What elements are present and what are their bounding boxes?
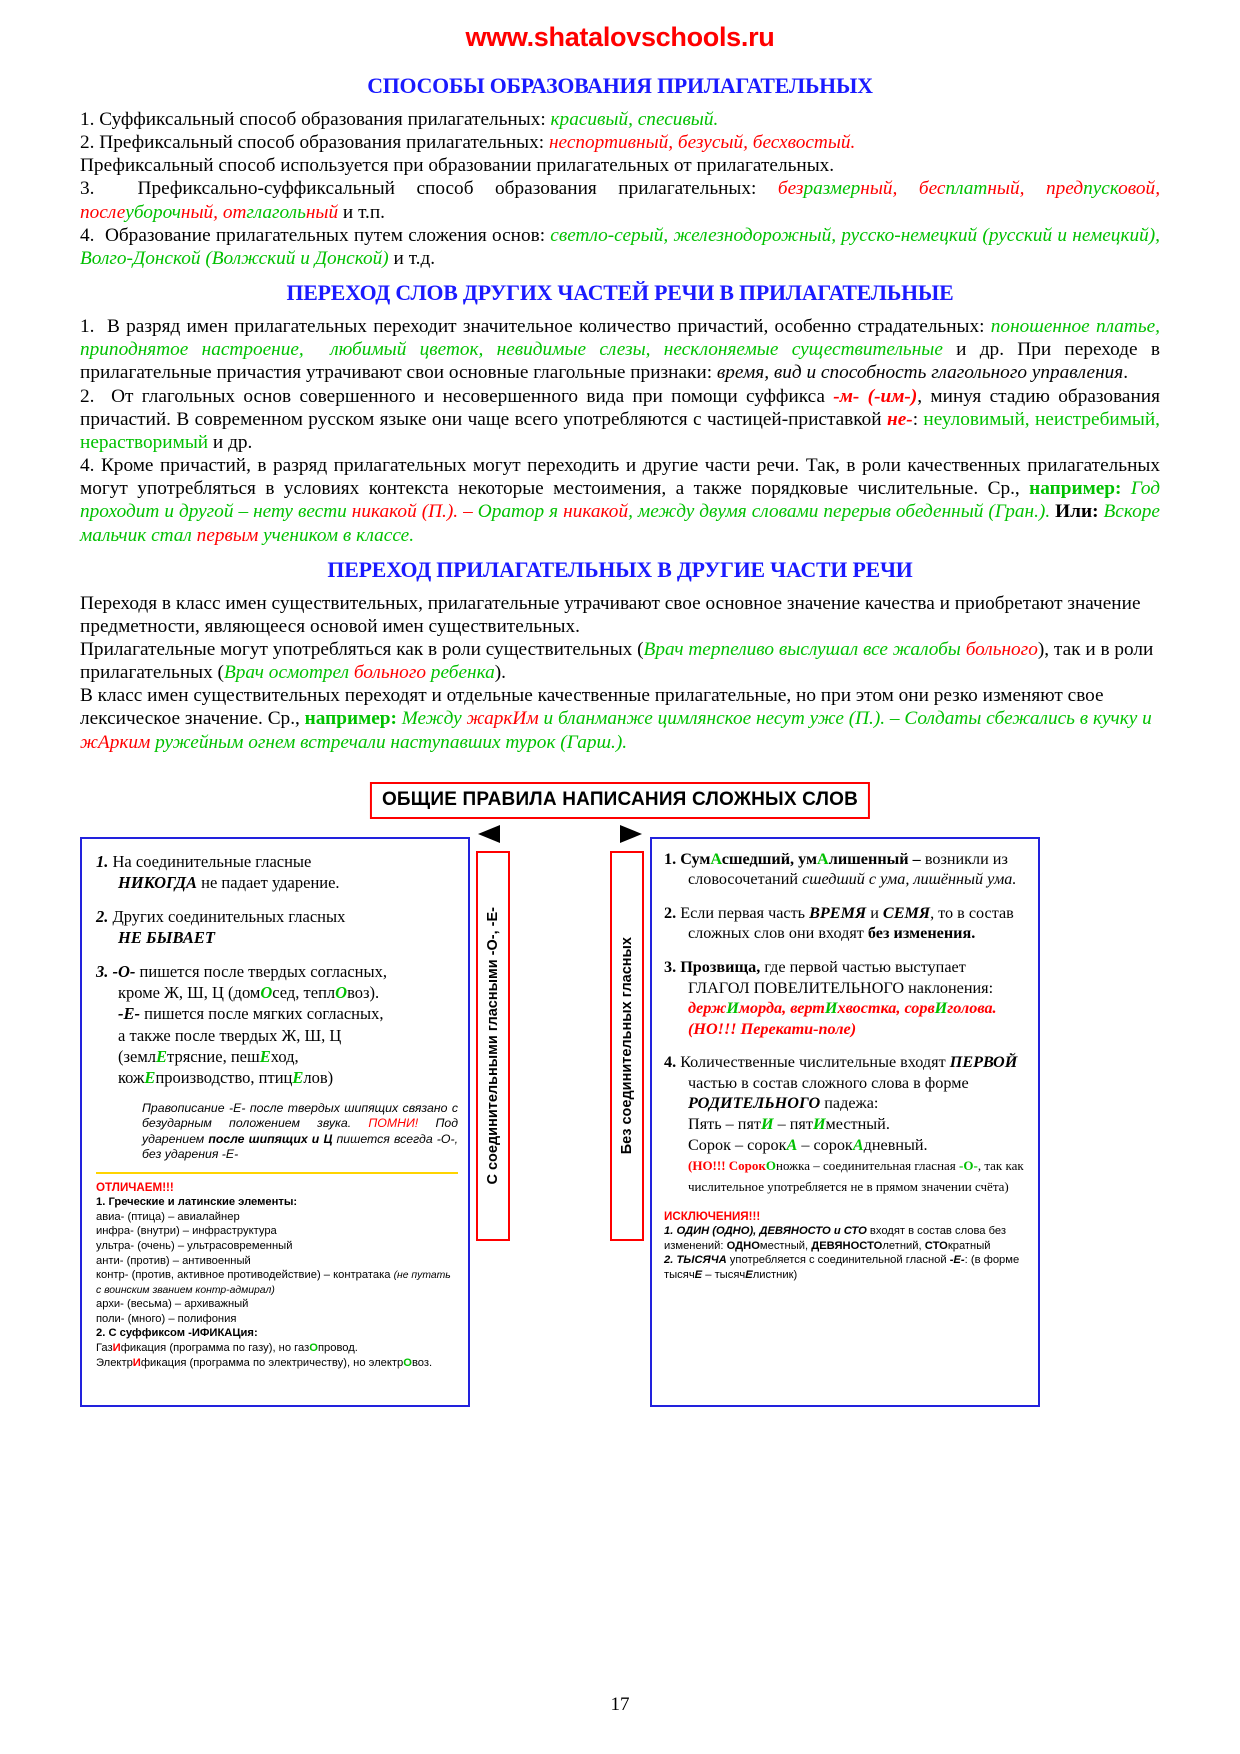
- otlichaem-sub-1: 1. Греческие и латинские элементы:: [96, 1196, 298, 1209]
- note-line-1: Правописание -Е- после твердых шипящих связано с безударным положением звука.: [142, 1100, 458, 1131]
- right-rule-4-number: 4.: [664, 1053, 677, 1072]
- otlichaem-line-1: авиа- (птица) – авиалайнер: [96, 1210, 240, 1223]
- right-rule-1-bi: сшедший с ума, лишённый ума.: [802, 870, 1017, 889]
- exception-1: [664, 1224, 1026, 1253]
- exceptions-header: ИСКЛЮЧЕНИЯ!!!: [664, 1210, 761, 1224]
- left-rule-3-number: 3.: [96, 962, 109, 982]
- kontr-main: контр- (против, активное противодействие) – контратака: [96, 1269, 394, 1282]
- ex1-e: ДЕВЯНОСТО: [811, 1239, 883, 1252]
- otlichaem-line-2: инфра- (внутри) – инфраструктура: [96, 1225, 277, 1238]
- paragraph-1-2: 2. Префиксальный способ образования прилагательных: неспортивный, безусый, бесхвостый. Префиксальный способ используется при образовании прилагательных от прилагательных.: [80, 132, 856, 177]
- paragraph-2-2: 2. От глагольных основ совершенного и несовершенного вида при помощи суффикса -м- (-им-), минуя стадию образования причастий. В современном русском языке они чаще всего употребляются с частицей-приставкой не-: неуловимый, неистребимый, нерастворимый и др.: [80, 385, 1160, 453]
- left-rule-3-e1: Е: [156, 1046, 168, 1066]
- otlichaem-line-4: анти- (против) – антивоенный: [96, 1254, 251, 1267]
- right-rule-2-b: ВРЕМЯ: [809, 903, 867, 922]
- right-rule-2-number: 2.: [664, 903, 677, 922]
- section-heading-1: СПОСОБЫ ОБРАЗОВАНИЯ ПРИЛАГАТЕЛЬНЫХ: [367, 73, 873, 98]
- right-rule-1-b: возникли из словосочетаний: [688, 849, 1008, 889]
- right-rule-4-c: частью в состав сложного слова в форме: [688, 1073, 969, 1092]
- right-rule-4-I2: И: [812, 1114, 826, 1133]
- right-rule-3: [664, 957, 1026, 1039]
- right-rule-1-a2: сшедший, ум: [721, 849, 818, 868]
- right-vertical-label-box: [610, 851, 644, 1241]
- left-rule-3-b: кроме Ж, Ш, Ц (дом: [118, 983, 261, 1003]
- right-rule-4-i: Сорок – сорок: [688, 1135, 787, 1154]
- right-rule-4-f: Пять – пят: [688, 1114, 761, 1133]
- left-rule-3-e2: Е: [259, 1046, 271, 1066]
- paragraph-1-3: 3. Префиксально-суффиксальный способ образования прилагательных: безразмерный, бесплатный, предпусковой, послеуборочный, отглагольный и т.п.: [80, 178, 1161, 223]
- right-rule-4-e: падежа:: [820, 1094, 879, 1113]
- right-rule-4-g: – пят: [773, 1114, 813, 1133]
- right-rule-4-A2: А: [852, 1135, 864, 1154]
- left-rule-1-number: 1.: [96, 851, 109, 871]
- left-rule-3-g: а также после твердых Ж, Ш, Ц: [118, 1025, 342, 1045]
- right-rule-3-f: голова.: [947, 999, 997, 1018]
- paragraph-1-1: 1. Суффиксальный способ образования прилагательных: красивый, спесивый.: [80, 109, 719, 130]
- gaz-b: фикация (программа по газу), но газ: [120, 1341, 310, 1354]
- diagram-middle-labels: [470, 837, 650, 1241]
- ex1-g: СТО: [924, 1239, 948, 1252]
- left-vertical-label-box: [476, 851, 510, 1241]
- paragraph-2-1: 1. В разряд имен прилагательных переходит значительное количество причастий, особенно страдательных: поношенное платье, приподнятое настроение, любимый цветок, невидимые слезы, несклоняемые существительные и др. При переходе в прилагательные причастия утрачивают свои основные глагольные признаки: время, вид и способность глагольного управления.: [80, 316, 1160, 384]
- note-line-4: пишется всегда -О-, без ударения -Е-: [142, 1131, 458, 1161]
- paragraph-2-3: 4. Кроме причастий, в разряд прилагательных могут переходить и другие части речи. Так, в роли качественных прилагательных могут употребляться в условиях контекста некоторые местоимения, а также порядковые числительные. Ср., например: Год проходит и другой – нету вести никакой (П.). – Оратор я никакой, между двумя словами перерыв обеденный (Гран.). Или: Вскоре мальчик стал первым учеником в классе.: [80, 455, 1160, 546]
- left-rule-3-i: трясние, пеш: [167, 1046, 260, 1066]
- note-line-2: Под ударением: [142, 1116, 459, 1146]
- gaz-o: О: [309, 1341, 318, 1354]
- ex1-c: ОДНО: [726, 1239, 760, 1252]
- right-rule-4-a: Количественные числительные входят: [680, 1053, 950, 1072]
- ex1-b: входят в состав слова без изменений:: [664, 1225, 1006, 1252]
- right-rule-4-m: -О-: [959, 1158, 978, 1174]
- right-rule-3-I3: И: [934, 999, 948, 1018]
- right-rule-4-O: О: [765, 1158, 777, 1174]
- otlichaem-gaz-line: [96, 1341, 458, 1356]
- section-heading-2: ПЕРЕХОД СЛОВ ДРУГИХ ЧАСТЕЙ РЕЧИ В ПРИЛАГАТЕЛЬНЫЕ: [286, 280, 954, 306]
- left-rule-3-m: лов): [303, 1067, 334, 1087]
- left-rule-3-k: кож: [118, 1067, 145, 1087]
- left-rule-1-text-b: не падает ударение.: [201, 872, 340, 892]
- left-rule-3-h: (земл: [118, 1046, 157, 1066]
- right-rule-3-b: где первой частью выступает ГЛАГОЛ ПОВЕЛИТЕЛЬНОГО наклонения:: [688, 958, 994, 997]
- right-vertical-label: Без соединительных гласных: [619, 937, 635, 1155]
- left-rule-3-j: ход,: [270, 1046, 299, 1066]
- left-rule-2-text-a: Других соединительных гласных: [112, 906, 346, 926]
- right-rule-4-j: – сорок: [797, 1135, 853, 1154]
- right-rule-4-no: (НО!!! Сорок: [688, 1158, 766, 1174]
- otlichaem-line-6: поли- (много) – полифония: [96, 1312, 237, 1325]
- left-rule-3-a: пишется после твердых согласных,: [139, 962, 387, 982]
- right-rule-4-no-wrap: [688, 1158, 1024, 1194]
- left-rule-3: [96, 961, 458, 1088]
- right-rule-4-b: ПЕРВОЙ: [949, 1053, 1018, 1072]
- el-i: И: [132, 1356, 141, 1369]
- gaz-a: Газ: [96, 1341, 113, 1354]
- exceptions-block: [664, 1209, 1026, 1282]
- note-line-3: после шипящих и Ц: [208, 1131, 333, 1146]
- right-rule-3-c: держ: [688, 999, 727, 1018]
- left-rule-3-o-marker: -О-: [112, 962, 136, 982]
- ex2-d: : (в форме тысяч: [664, 1254, 1020, 1281]
- otlichaem-line-3: ультра- (очень) – ультрасовременный: [96, 1240, 293, 1253]
- left-vertical-label: С соединительными гласными -О-, -Е-: [485, 906, 501, 1185]
- page-number: 17: [610, 1694, 630, 1715]
- right-rule-1-number: 1.: [664, 849, 677, 868]
- ex2-f: – тысяч: [702, 1268, 746, 1281]
- el-o: О: [403, 1356, 412, 1369]
- otlichaem-block: [96, 1180, 458, 1370]
- right-rule-4-l: ножка – соединительная гласная: [776, 1158, 960, 1174]
- left-rule-3-d: воз).: [347, 983, 380, 1003]
- el-b: фикация (программа по электричеству), но электр: [140, 1356, 404, 1369]
- left-rule-1: [96, 851, 458, 893]
- exception-2: [664, 1253, 1026, 1282]
- right-rule-4-A: А: [786, 1135, 798, 1154]
- left-rule-3-e3: Е: [144, 1067, 156, 1087]
- otlichaem-electro-line: [96, 1356, 458, 1371]
- right-rule-1-A2: А: [817, 849, 829, 868]
- left-rule-3-o2: О: [335, 983, 348, 1003]
- right-rule-2: [664, 903, 1026, 944]
- left-rule-3-o1: О: [260, 983, 273, 1003]
- left-rule-2: [96, 906, 458, 948]
- diagram-section: [80, 782, 1160, 1407]
- right-rule-3-d: морда, верт: [738, 999, 825, 1018]
- kontr-italic: (не путать с воинским званием контр-адмирал): [96, 1270, 451, 1296]
- gaz-c: провод.: [317, 1341, 358, 1354]
- otlichaem-sub-2: 2. С суффиксом -ИФИКАЦия:: [96, 1327, 258, 1340]
- right-rule-1-A: А: [710, 849, 722, 868]
- right-rule-3-I: И: [726, 999, 739, 1018]
- otlichaem-header: ОТЛИЧАЕМ!!!: [96, 1181, 174, 1195]
- right-rule-4: [664, 1052, 1026, 1196]
- otlichaem-kontr-line: [96, 1268, 458, 1297]
- right-rule-3-I2: И: [824, 999, 838, 1018]
- right-rule-3-g: (НО!!! Перекати-поле): [688, 1019, 857, 1038]
- right-rule-2-a: Если первая часть: [680, 903, 810, 922]
- ex2-a: 2. ТЫСЯЧА: [664, 1254, 727, 1267]
- ex1-f: летний,: [882, 1239, 925, 1252]
- right-rule-3-a: Прозвища,: [680, 958, 761, 976]
- ex1-h: кратный: [947, 1239, 991, 1252]
- ex2-g: Е: [745, 1268, 753, 1281]
- note-pomni: ПОМНИ!: [368, 1116, 419, 1131]
- right-rule-1: [664, 849, 1026, 890]
- arrow-left-icon: [476, 823, 502, 845]
- right-rule-3-number: 3.: [664, 958, 677, 976]
- left-rule-3-e-marker: -Е-: [118, 1004, 140, 1024]
- paragraph-1-4: 4. Образование прилагательных путем сложения основ: светло-серый, железнодорожный, русско-немецкий (русский и немецкий), Волго-Донской (Волжский и Донской) и т.д.: [80, 224, 1160, 269]
- right-rule-4-I: И: [760, 1114, 774, 1133]
- right-rule-2-d: СЕМЯ: [882, 903, 931, 922]
- gaz-i: И: [112, 1341, 121, 1354]
- right-rules-box: [650, 837, 1040, 1407]
- ex2-b: употребляется с соединительной гласной: [726, 1254, 950, 1267]
- right-rule-1-a1: Сум: [680, 849, 711, 868]
- ex2-e: Е: [694, 1268, 703, 1281]
- otlichaem-line-5: архи- (весьма) – архиважный: [96, 1298, 249, 1311]
- ex2-c: -Е-: [949, 1254, 965, 1267]
- site-url-title: www.shatalovschools.ru: [465, 22, 775, 52]
- left-rule-3-c: сед, тепл: [272, 983, 336, 1003]
- left-rule-2-emph: НЕ БЫВАЕТ: [118, 928, 215, 948]
- right-rule-2-c: и: [866, 903, 883, 922]
- right-rule-1-a3: лишенный –: [828, 849, 921, 868]
- ex1-d: местный,: [759, 1239, 812, 1252]
- diagram-title: ОБЩИЕ ПРАВИЛА НАПИСАНИЯ СЛОЖНЫХ СЛОВ: [370, 782, 870, 819]
- left-rule-3-l: производство, птиц: [155, 1067, 293, 1087]
- left-rule-3-e4: Е: [292, 1067, 304, 1087]
- right-rule-2-e: , то в состав сложных слов они входят: [688, 903, 1014, 943]
- right-rule-2-f: без изменения.: [867, 924, 976, 943]
- paragraph-3-2: Прилагательные могут употребляться как в роли существительных (Врач терпеливо выслушал все жалобы больного), так и в роли прилагательных (Врач осмотрел больного ребенка).: [80, 638, 1154, 684]
- right-rule-3-e: хвостка, сорв: [837, 999, 935, 1018]
- left-rule-1-text-a: На соединительные гласные: [112, 851, 312, 871]
- arrow-right-icon: [618, 823, 644, 845]
- ex1-a: 1. ОДИН (ОДНО), ДЕВЯНОСТО и СТО: [664, 1225, 867, 1238]
- paragraph-3-3: В класс имен существительных переходят и отдельные качественные прилагательные, но при этом они резко изменяют свое лексическое значение. Ср., например: Между жаркИм и бланманже цимлянское несут уже (П.). – Солдаты сбежались в кучку и жАрким ружейным огнем встречали наступавших турок (Гарш.).: [80, 685, 1152, 753]
- section-heading-3: ПЕРЕХОД ПРИЛАГАТЕЛЬНЫХ В ДРУГИЕ ЧАСТИ РЕЧИ: [327, 556, 913, 582]
- right-rule-4-k: дневный.: [863, 1135, 928, 1154]
- paragraph-3-1: Переходя в класс имен существительных, прилагательные утрачивают свое основное значение качества и приобретают значение предметности, являющееся основой имен существительных.: [80, 592, 1141, 637]
- left-box-note: [142, 1101, 458, 1162]
- left-rules-box: [80, 837, 470, 1407]
- ex2-h: листник): [752, 1268, 798, 1281]
- right-rule-4-d: РОДИТЕЛЬНОГО: [688, 1094, 821, 1113]
- left-rule-3-f: пишется после мягких согласных,: [144, 1004, 384, 1024]
- el-a: Электр: [96, 1356, 133, 1369]
- right-rule-4-h: местный.: [825, 1114, 890, 1133]
- diagram-columns: [80, 837, 1160, 1407]
- left-rule-1-emph: НИКОГДА: [118, 872, 198, 892]
- right-rule-4-n: , так как числительное употребляется не в прямом значении счёта): [688, 1158, 1024, 1194]
- yellow-divider: [96, 1172, 458, 1174]
- left-rule-2-number: 2.: [96, 906, 109, 926]
- el-c: воз.: [411, 1356, 433, 1369]
